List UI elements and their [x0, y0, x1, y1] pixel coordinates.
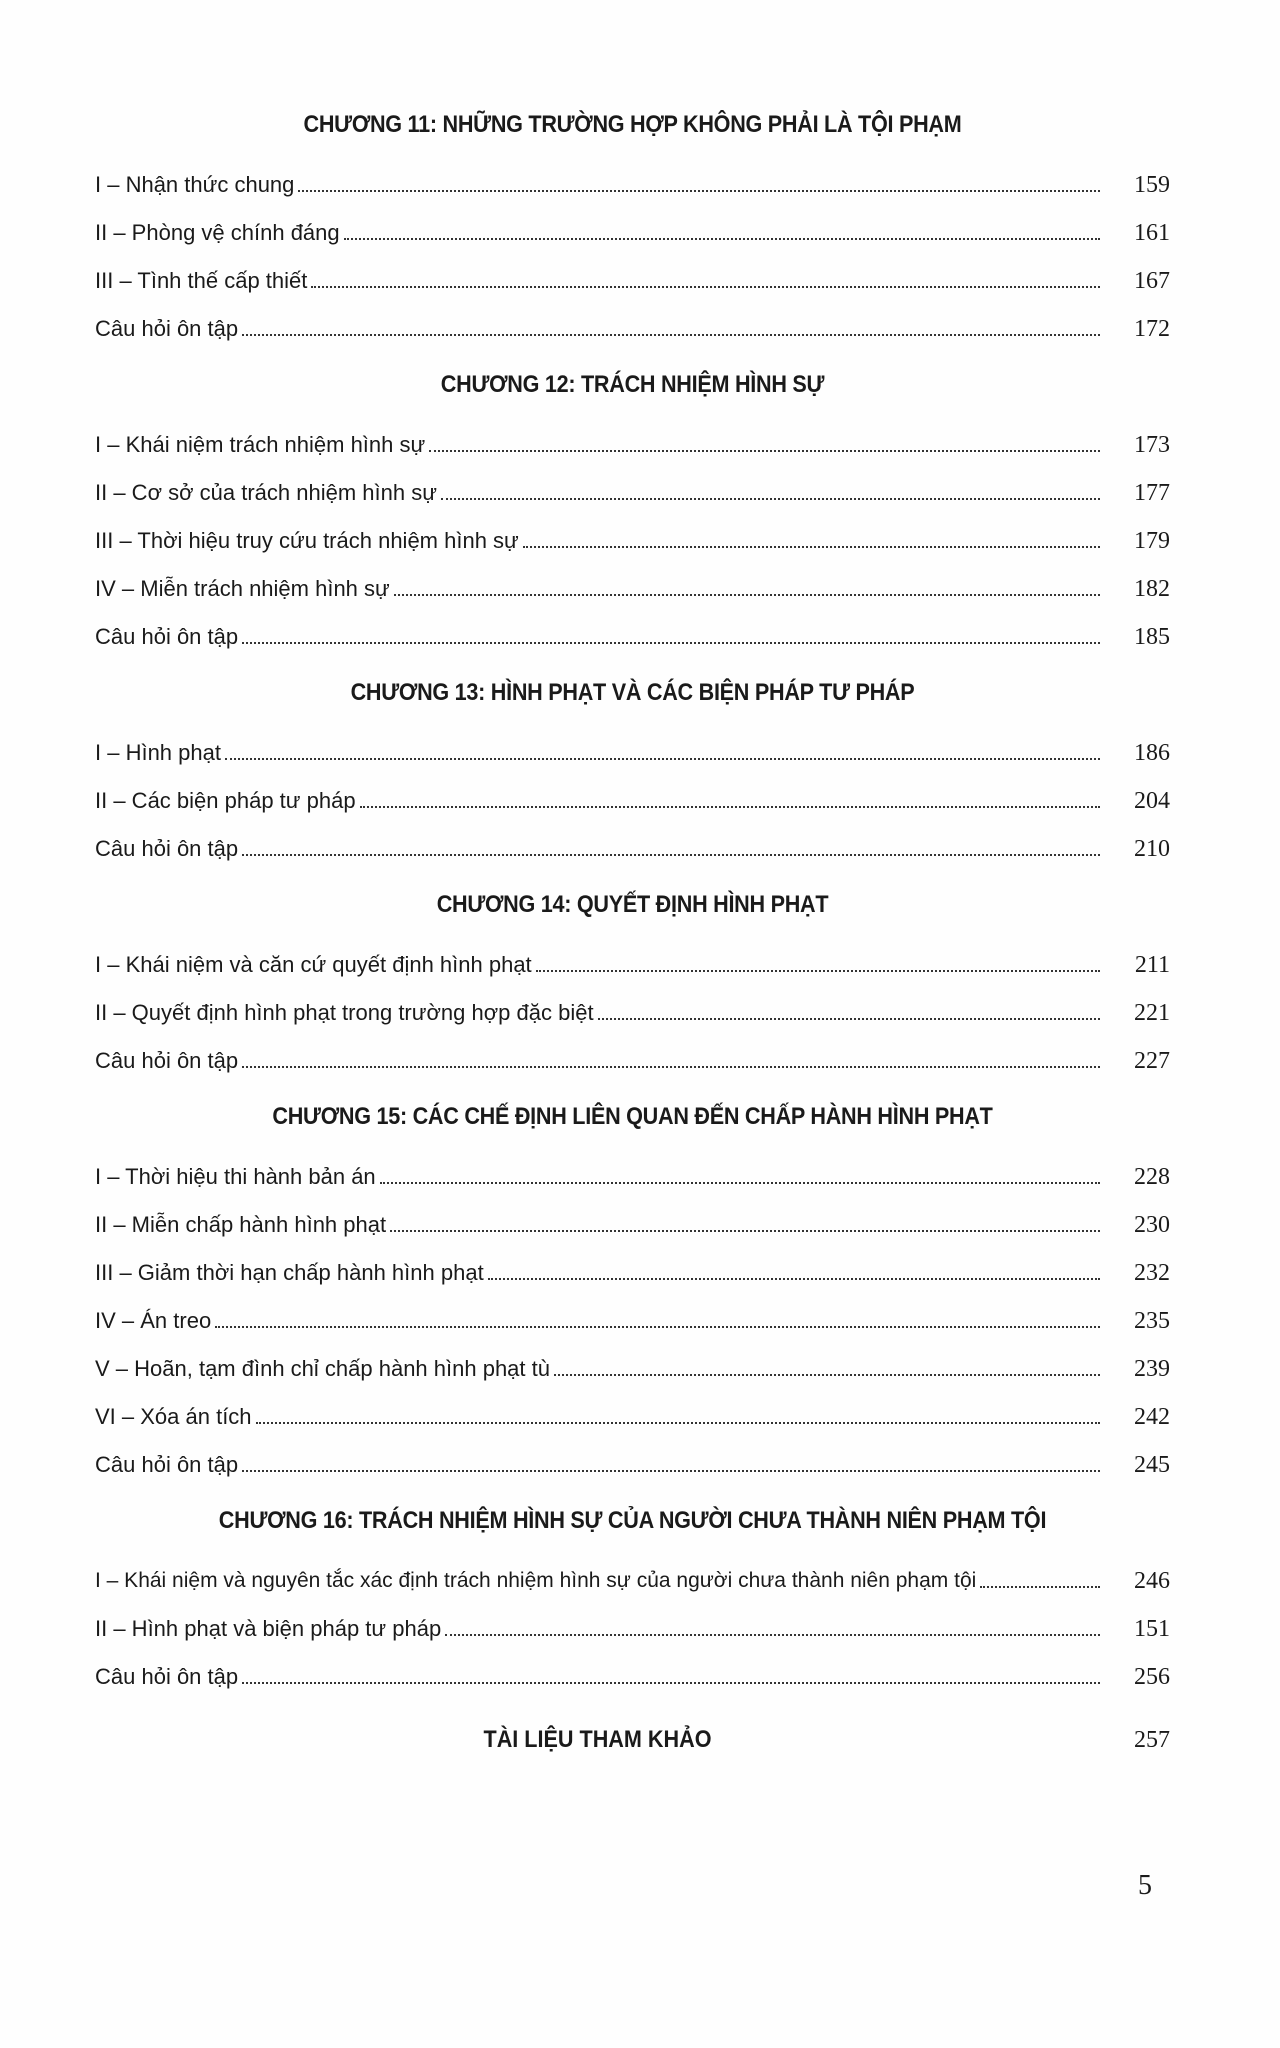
- dot-leader: [242, 1066, 1100, 1068]
- chapter-title: CHƯƠNG 11: NHỮNG TRƯỜNG HỢP KHÔNG PHẢI LÀ TỘI PHẠM: [303, 111, 962, 138]
- entry-page: 185: [1134, 624, 1170, 650]
- toc-entry: [95, 766, 1170, 814]
- entry-label: II – Quyết định hình phạt trong trường hợp đặc biệt: [95, 1000, 594, 1025]
- entry-page: 246: [1134, 1568, 1170, 1594]
- entry-label: II – Cơ sở của trách nhiệm hình sự: [95, 480, 437, 505]
- toc-entry: [95, 150, 1170, 198]
- dot-leader: [360, 806, 1100, 808]
- chapter-13: [95, 678, 1170, 862]
- chapter-15: [95, 1102, 1170, 1478]
- entry-page: 230: [1134, 1212, 1170, 1238]
- toc-entry: [95, 1026, 1170, 1074]
- toc-entry: [95, 458, 1170, 506]
- dot-leader: [215, 1326, 1100, 1328]
- entry-label: I – Khái niệm và căn cứ quyết định hình phạt: [95, 952, 532, 977]
- references-title: TÀI LIỆU THAM KHẢO: [483, 1726, 712, 1753]
- entry-label: I – Khái niệm và nguyên tắc xác định trách nhiệm hình sự của người chưa thành niên phạm tội: [95, 1569, 977, 1592]
- chapter-12: [95, 370, 1170, 650]
- entry-page: 186: [1134, 740, 1170, 766]
- dot-leader: [344, 238, 1100, 240]
- entry-page: 210: [1134, 836, 1170, 862]
- dot-leader: [394, 594, 1100, 596]
- entry-label: III – Thời hiệu truy cứu trách nhiệm hình sự: [95, 528, 519, 553]
- entry-page: 242: [1134, 1404, 1170, 1430]
- toc-entry: [95, 410, 1170, 458]
- entry-label: IV – Án treo: [95, 1308, 212, 1333]
- entry-page: 177: [1134, 480, 1170, 506]
- toc-entry: [95, 506, 1170, 554]
- entry-label: Câu hỏi ôn tập: [95, 624, 239, 649]
- toc-entry: [95, 554, 1170, 602]
- dot-leader: [536, 970, 1100, 972]
- dot-leader: [298, 190, 1100, 192]
- dot-leader: [429, 450, 1100, 452]
- dot-leader: [225, 758, 1100, 760]
- entry-page: 159: [1134, 172, 1170, 198]
- dot-leader: [242, 1470, 1100, 1472]
- dot-leader: [311, 286, 1100, 288]
- toc-entry: [95, 1190, 1170, 1238]
- entry-page: 151: [1134, 1616, 1170, 1642]
- toc-entry: [95, 1142, 1170, 1190]
- entry-page: 204: [1134, 788, 1170, 814]
- entry-label: Câu hỏi ôn tập: [95, 1048, 239, 1073]
- entry-page: 167: [1134, 268, 1170, 294]
- references-entry: [95, 1720, 1170, 1760]
- entry-label: III – Tình thế cấp thiết: [95, 268, 308, 293]
- dot-leader: [488, 1278, 1100, 1280]
- entry-label: IV – Miễn trách nhiệm hình sự: [95, 576, 390, 601]
- chapter-16: [95, 1506, 1170, 1690]
- dot-leader: [980, 1586, 1100, 1588]
- entry-label: II – Miễn chấp hành hình phạt: [95, 1212, 387, 1237]
- chapter-title: CHƯƠNG 15: CÁC CHẾ ĐỊNH LIÊN QUAN ĐẾN CHẤP HÀNH HÌNH PHẠT: [272, 1103, 993, 1130]
- toc-entry: [95, 198, 1170, 246]
- toc-entry: [95, 602, 1170, 650]
- chapter-11: [95, 110, 1170, 342]
- toc-entry: [95, 1430, 1170, 1478]
- entry-label: III – Giảm thời hạn chấp hành hình phạt: [95, 1260, 484, 1285]
- toc-entry: [95, 1238, 1170, 1286]
- toc-entry: [95, 246, 1170, 294]
- toc-entry: [95, 718, 1170, 766]
- entry-label: I – Hình phạt: [95, 740, 221, 765]
- entry-label: Câu hỏi ôn tập: [95, 1664, 239, 1689]
- entry-page: 172: [1134, 316, 1170, 342]
- entry-page: 245: [1134, 1452, 1170, 1478]
- dot-leader: [242, 854, 1100, 856]
- dot-leader: [380, 1182, 1100, 1184]
- toc-entry: [95, 1334, 1170, 1382]
- dot-leader: [554, 1374, 1100, 1376]
- entry-page: 239: [1134, 1356, 1170, 1382]
- dot-leader: [256, 1422, 1100, 1424]
- dot-leader: [445, 1634, 1100, 1636]
- entry-page: 211: [1134, 952, 1170, 978]
- entry-page: 173: [1134, 432, 1170, 458]
- chapter-title: CHƯƠNG 14: QUYẾT ĐỊNH HÌNH PHẠT: [436, 891, 829, 918]
- entry-page: 228: [1134, 1164, 1170, 1190]
- toc-entry: [95, 930, 1170, 978]
- dot-leader: [242, 1682, 1100, 1684]
- chapter-14: [95, 890, 1170, 1074]
- dot-leader: [242, 334, 1100, 336]
- toc-entry: [95, 294, 1170, 342]
- entry-label: I – Khái niệm trách nhiệm hình sự: [95, 432, 426, 457]
- toc-entry: [95, 1546, 1170, 1594]
- entry-label: I – Nhận thức chung: [95, 172, 295, 197]
- table-of-contents: [95, 110, 1170, 1760]
- entry-label: I – Thời hiệu thi hành bản án: [95, 1164, 376, 1189]
- dot-leader: [441, 498, 1100, 500]
- toc-entry: [95, 1594, 1170, 1642]
- chapter-title: CHƯƠNG 16: TRÁCH NHIỆM HÌNH SỰ CỦA NGƯỜI CHƯA THÀNH NIÊN PHẠM TỘI: [218, 1507, 1047, 1534]
- toc-entry: [95, 814, 1170, 862]
- entry-label: VI – Xóa án tích: [95, 1404, 252, 1429]
- entry-label: II – Hình phạt và biện pháp tư pháp: [95, 1616, 442, 1641]
- entry-page: 179: [1134, 528, 1170, 554]
- chapter-title: CHƯƠNG 13: HÌNH PHẠT VÀ CÁC BIỆN PHÁP TƯ PHÁP: [350, 679, 915, 706]
- dot-leader: [390, 1230, 1100, 1232]
- entry-page: 227: [1134, 1048, 1170, 1074]
- entry-label: V – Hoãn, tạm đình chỉ chấp hành hình phạt tù: [95, 1356, 550, 1381]
- entry-page: 182: [1134, 576, 1170, 602]
- entry-label: II – Phòng vệ chính đáng: [95, 220, 340, 245]
- entry-page: 235: [1134, 1308, 1170, 1334]
- entry-page: 161: [1134, 220, 1170, 246]
- toc-entry: [95, 1286, 1170, 1334]
- entry-page: 256: [1134, 1664, 1170, 1690]
- references-page: 257: [1134, 1726, 1170, 1753]
- toc-entry: [95, 978, 1170, 1026]
- toc-entry: [95, 1642, 1170, 1690]
- entry-page: 232: [1134, 1260, 1170, 1286]
- toc-entry: [95, 1382, 1170, 1430]
- page-number: 5: [1138, 1870, 1152, 1901]
- entry-page: 221: [1134, 1000, 1170, 1026]
- chapter-title: CHƯƠNG 12: TRÁCH NHIỆM HÌNH SỰ: [440, 371, 825, 398]
- dot-leader: [598, 1018, 1100, 1020]
- entry-label: Câu hỏi ôn tập: [95, 1452, 239, 1477]
- dot-leader: [523, 546, 1100, 548]
- dot-leader: [242, 642, 1100, 644]
- entry-label: Câu hỏi ôn tập: [95, 836, 239, 861]
- entry-label: Câu hỏi ôn tập: [95, 316, 239, 341]
- entry-label: II – Các biện pháp tư pháp: [95, 788, 356, 813]
